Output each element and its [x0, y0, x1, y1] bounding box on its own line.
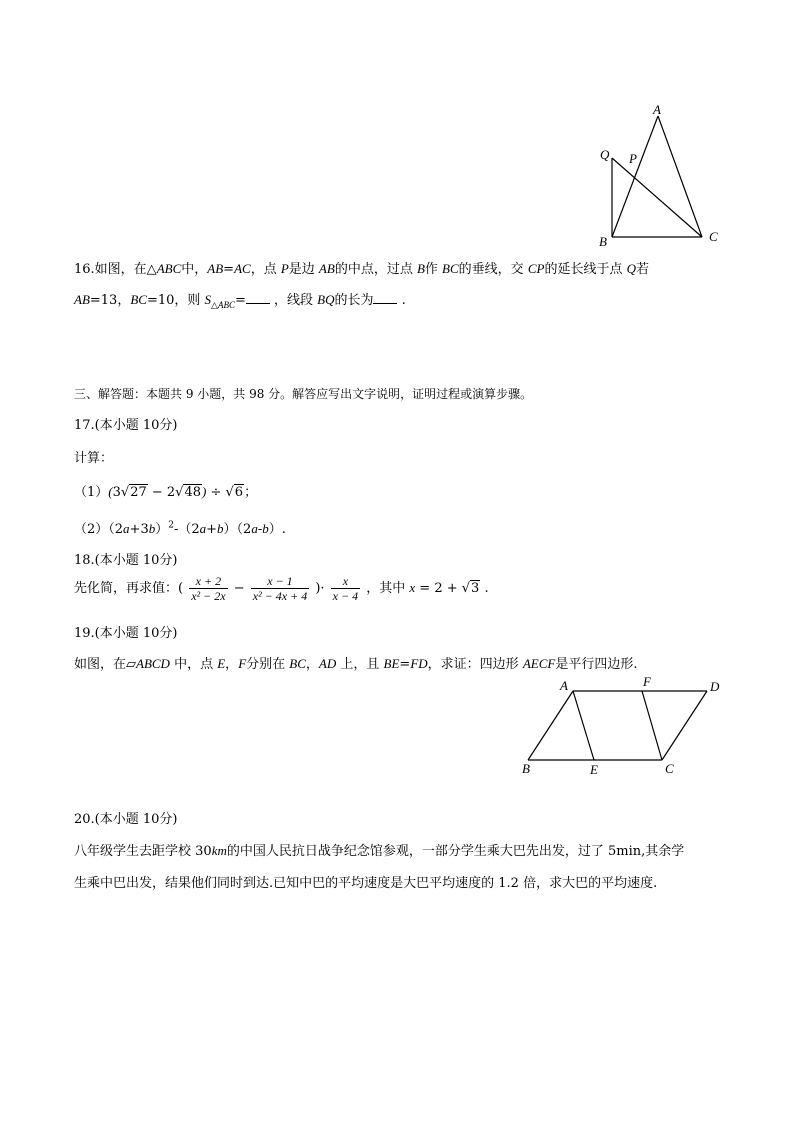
q17-part2: $(2)(2a+3b)^2-(2a+b)(2a-b)$. — [74, 520, 286, 537]
q19-title: 19.(本小题 10分) — [74, 626, 178, 641]
q17-title: 17.(本小题 10分) — [74, 418, 178, 433]
label-b: B — [522, 761, 530, 776]
label-p: P — [629, 151, 637, 166]
label-a: A — [560, 678, 568, 693]
q16-line1: 16.如图，在△ABC中，AB=AC，点 P是边 AB的中点，过点 B作 BC的垂线，交 CP的延长线于点 Q若 — [74, 261, 649, 277]
label-c: C — [665, 761, 674, 776]
q17-part1: （1）(3√27 − 2√48) ÷ √6； — [74, 484, 258, 500]
q17-intro: 计算： — [74, 451, 114, 466]
label-e: E — [590, 762, 598, 777]
q16-line2: AB=13，BC=10，则 $S_{\triangle ABC}=$ ，线段 BQ的长为 . — [74, 292, 406, 311]
label-b: B — [599, 234, 607, 249]
q20-line1: 八年级学生去距学校 30km的中国人民抗日战争纪念馆参观，一部分学生乘大巴先出发，过了 5min,其余学 — [74, 843, 685, 859]
q20-line2: 生乘中巴出发，结果他们同时到达.已知中巴的平均速度是大巴平均速度的 1.2 倍，求大巴的平均速度. — [74, 876, 658, 891]
label-d: D — [710, 679, 720, 694]
parallelogram-abcd-figure — [515, 675, 730, 780]
label-c: C — [709, 229, 718, 244]
q20-title: 20.(本小题 10分) — [74, 812, 178, 827]
label-q: Q — [600, 147, 610, 162]
q18-expression: 先化简，再求值：( $\frac{x + 2}{\text{x² − 2x}}$ − $\frac{x - 1}{\text{x² − 4x + 4}}$ )· $\frac{x}{x - 4}$ ，其中 x = 2 + √3 . — [74, 574, 489, 603]
q19-text: 如图，在▱ABCD 中，点 E，F分别在 BC，AD 上，且 BE=FD，求证：四边形 AECF是平行四边形. — [74, 656, 638, 672]
triangle-abc-figure — [590, 100, 730, 250]
q18-title: 18.(本小题 10分) — [74, 553, 178, 568]
section3-heading: 三、解答题：本题共 9 小题，共 98 分。解答应写出文字说明，证明过程或演算步骤。 — [74, 387, 533, 401]
label-f: F — [643, 675, 651, 689]
label-a: A — [653, 102, 661, 117]
